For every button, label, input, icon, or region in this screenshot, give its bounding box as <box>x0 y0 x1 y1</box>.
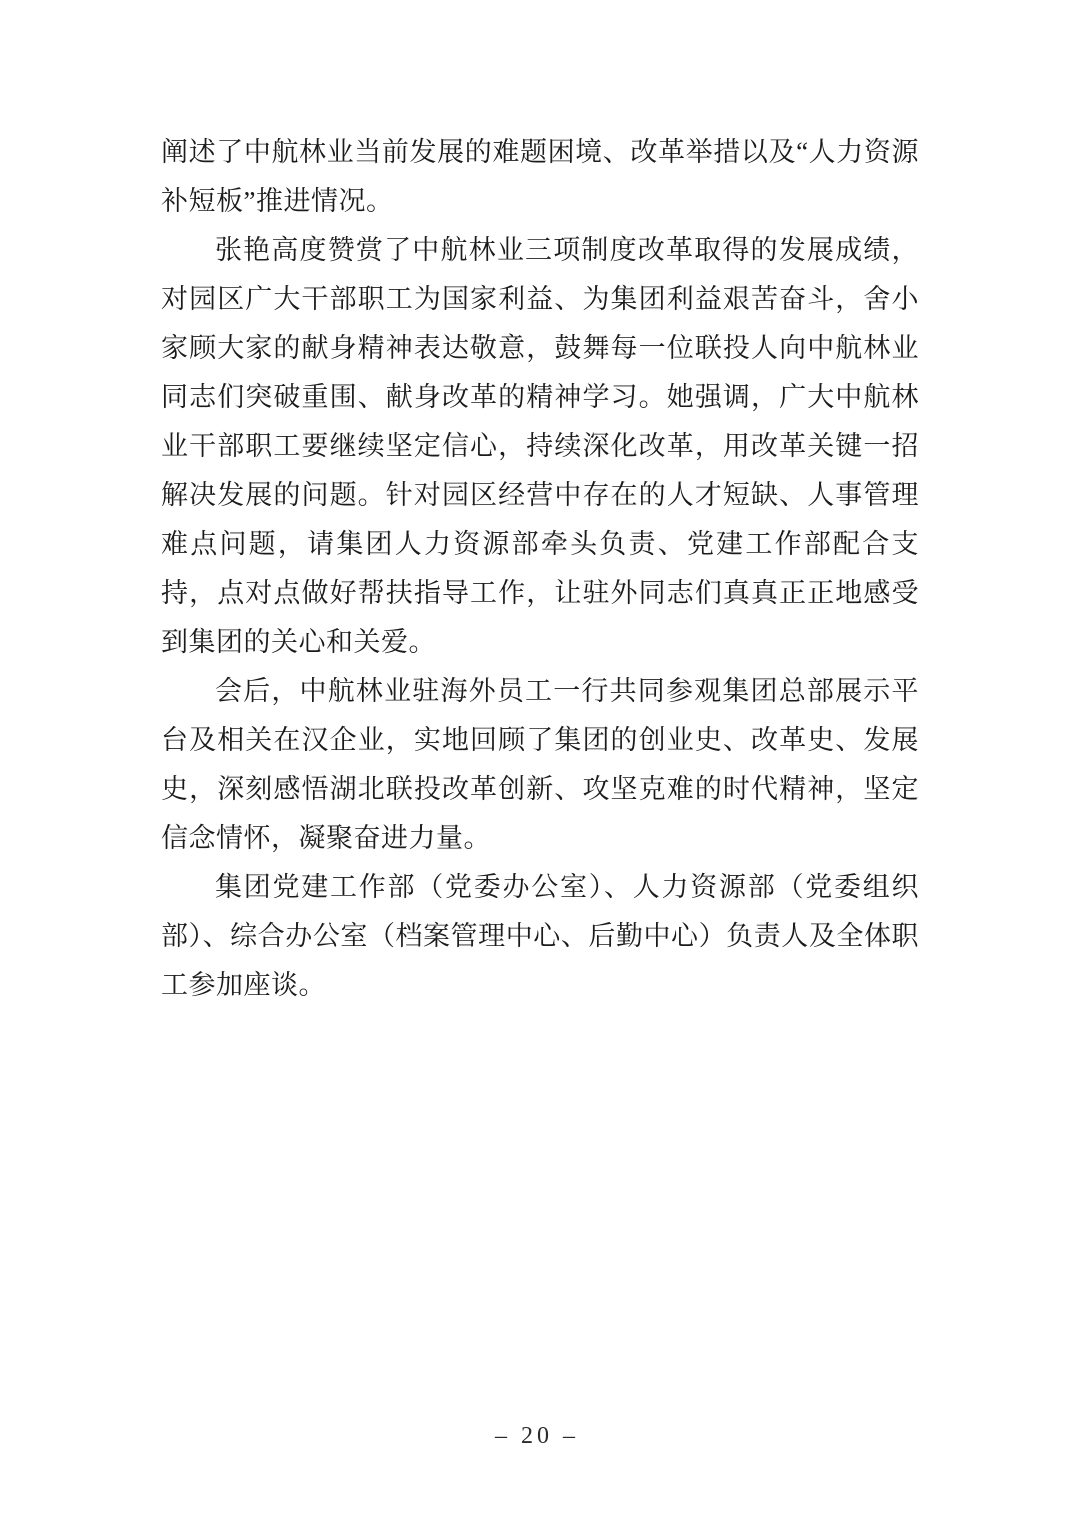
document-body <box>161 128 919 1010</box>
paragraph: 会后，中航林业驻海外员工一行共同参观集团总部展示平台及相关在汉企业，实地回顾了集团的创业史、改革史、发展史，深刻感悟湖北联投改革创新、攻坚克难的时代精神，坚定信念情怀，凝聚奋进力量。 <box>161 676 919 853</box>
paragraph: 集团党建工作部（党委办公室）、人力资源部（党委组织部）、综合办公室（档案管理中心、后勤中心）负责人及全体职工参加座谈。 <box>161 872 919 1000</box>
paragraph-continuation: 阐述了中航林业当前发展的难题困境、改革举措以及“人力资源补短板”推进情况。 <box>161 137 919 216</box>
paragraph: 张艳高度赞赏了中航林业三项制度改革取得的发展成绩，对园区广大干部职工为国家利益、为集团利益艰苦奋斗，舍小家顾大家的献身精神表达敬意，鼓舞每一位联投人向中航林业同志们突破重围、献身改革的精神学习。她强调，广大中航林业干部职工要继续坚定信心，持续深化改革，用改革关键一招解决发展的问题。针对园区经营中存在的人才短缺、人事管理难点问题，请集团人力资源部牵头负责、党建工作部配合支持，点对点做好帮扶指导工作，让驻外同志们真真正正地感受到集团的关心和关爱。 <box>161 235 919 657</box>
page-number: – 20 – <box>495 1423 579 1449</box>
